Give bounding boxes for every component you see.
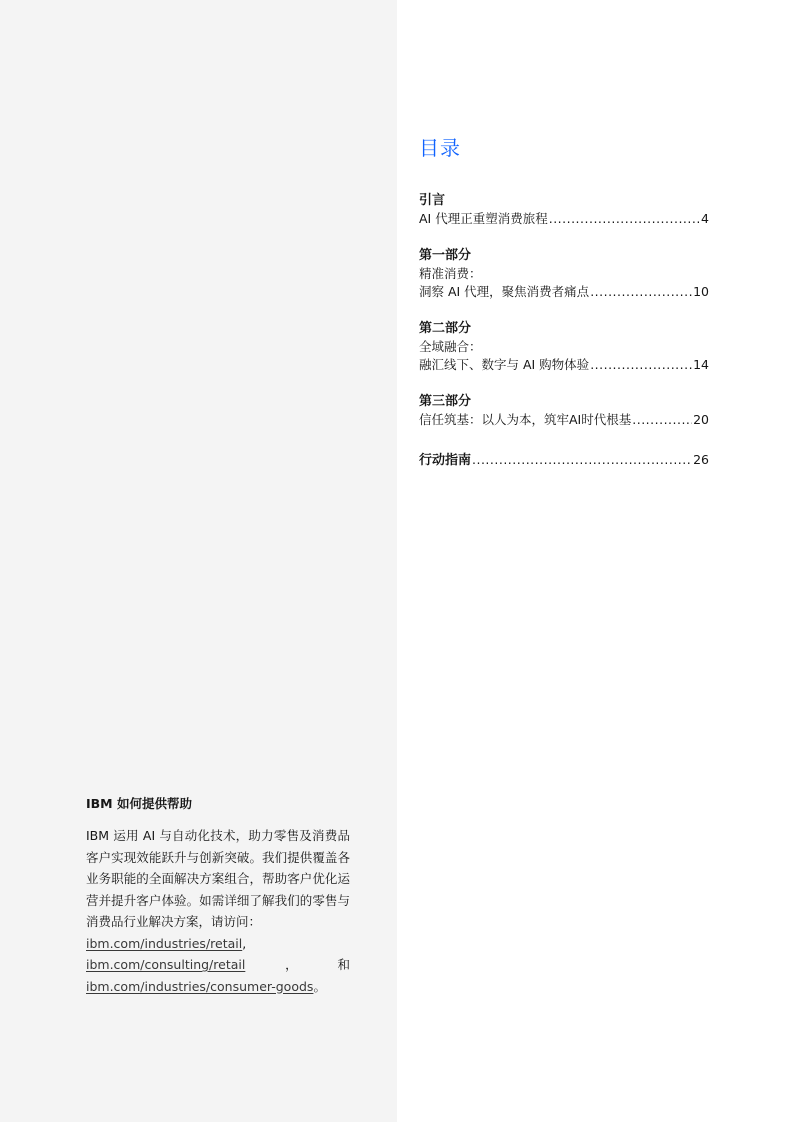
table-of-contents xyxy=(419,136,709,489)
toc-leader-dots xyxy=(632,411,692,430)
help-separator: , xyxy=(242,935,247,951)
toc-entry-text: 洞察 AI 代理，聚焦消费者痛点 xyxy=(419,284,590,299)
toc-entry[interactable] xyxy=(419,451,709,471)
help-end-punctuation: 。 xyxy=(313,978,326,994)
toc-heading: 第三部分 xyxy=(419,393,472,409)
toc-leader-dots xyxy=(590,356,692,375)
ibm-help-section xyxy=(86,795,350,997)
toc-entry[interactable] xyxy=(419,283,709,302)
toc-heading: 第一部分 xyxy=(419,247,472,263)
toc-page-number: 14 xyxy=(693,357,709,372)
toc-entry-text: 信任筑基：以人为本，筑牢AI时代根基 xyxy=(419,411,632,427)
consulting-retail-link[interactable]: ibm.com/consulting/retail xyxy=(86,957,246,972)
toc-page-number: 10 xyxy=(693,284,709,299)
toc-leader-dots xyxy=(472,451,692,470)
toc-page-number: 4 xyxy=(701,211,709,226)
toc-section-intro xyxy=(419,192,709,229)
toc-leader-dots xyxy=(590,283,692,302)
help-body xyxy=(86,825,350,997)
consumer-goods-link[interactable]: ibm.com/industries/consumer-goods xyxy=(86,978,314,994)
toc-heading: 第二部分 xyxy=(419,320,472,336)
toc-section-part-1 xyxy=(419,247,709,302)
toc-entry-text: 融汇线下、数字与 AI 购物体验 xyxy=(419,357,590,372)
toc-entry-text: AI 代理正重塑消费旅程 xyxy=(419,211,548,226)
toc-section-part-3 xyxy=(419,393,709,430)
help-body-text: IBM 运用 AI 与自动化技术，助力零售及消费品客户实现效能跃升与创新突破。我们提供覆盖各业务职能的全面解决方案组合，帮助客户优化运营并提升客户体验。如需详细了解我们的零售与消费品行业解决方案，请访问： xyxy=(86,828,350,929)
toc-entry[interactable] xyxy=(419,356,709,375)
toc-page-number: 26 xyxy=(693,452,709,467)
retail-industry-link[interactable]: ibm.com/industries/retail xyxy=(86,935,243,951)
toc-entry[interactable] xyxy=(419,411,709,430)
toc-heading: 引言 xyxy=(419,193,446,208)
toc-entry-text: 行动指南 xyxy=(419,453,472,468)
toc-subtitle: 精准消费： xyxy=(419,265,482,281)
toc-entry[interactable] xyxy=(419,210,709,229)
toc-section-part-2 xyxy=(419,320,709,375)
toc-leader-dots xyxy=(549,210,700,229)
help-title: IBM 如何提供帮助 xyxy=(86,796,192,811)
help-separator: ，和 xyxy=(245,957,350,972)
toc-subtitle: 全域融合： xyxy=(419,338,482,354)
toc-title: 目录 xyxy=(419,136,461,160)
toc-page-number: 20 xyxy=(693,411,709,427)
toc-section-action-guide xyxy=(419,451,709,471)
